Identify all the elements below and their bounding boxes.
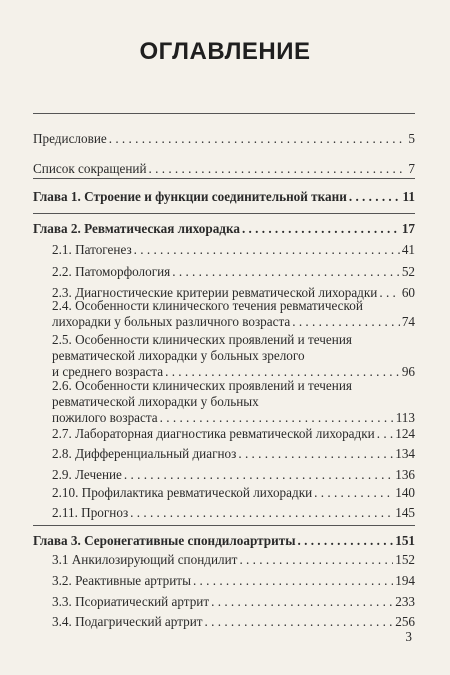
entry-title-line: 2.4. Особенности клинического течения ревматической [52, 298, 363, 313]
entry-page: 233 [395, 594, 415, 609]
toc-entry-2-6[interactable] [52, 378, 415, 426]
toc-entry-abbreviations[interactable] [33, 161, 415, 177]
entry-page: 152 [395, 552, 415, 567]
leader-dots [292, 314, 400, 330]
entry-page: 136 [395, 467, 415, 482]
entry-title: 2.8. Дифференциальный диагноз [52, 446, 237, 461]
entry-page: 134 [395, 446, 415, 461]
leader-dots [160, 410, 394, 426]
entry-title-line: 2.6. Особенности клинических проявлений и течения [52, 378, 352, 393]
leader-dots [109, 131, 407, 147]
page-number: 3 [405, 629, 412, 644]
toc-entry-2-1[interactable] [52, 242, 415, 258]
toc-entry-3-1[interactable] [52, 552, 415, 568]
entry-title: Глава 2. Ревматическая лихорадка [33, 221, 240, 236]
leader-dots [239, 552, 393, 568]
entry-title-line: ревматической лихорадки у больных [52, 394, 259, 409]
toc-entry-chapter-2[interactable] [33, 221, 415, 237]
entry-title: Глава 3. Серонегативные спондилоартриты [33, 533, 296, 548]
entry-title: 2.10. Профилактика ревматической лихорадки [52, 485, 313, 500]
leader-dots [205, 614, 394, 630]
leader-dots [211, 594, 393, 610]
entry-page: 256 [395, 614, 415, 629]
leader-dots [124, 467, 393, 483]
entry-title: Предисловие [33, 131, 107, 146]
entry-title: 2.11. Прогноз [52, 505, 129, 520]
leader-dots [130, 505, 393, 521]
entry-page: 74 [401, 314, 415, 329]
entry-title: 2.7. Лабораторная диагностика ревматической лихорадки [52, 426, 375, 441]
entry-title: 3.4. Подагрический артрит [52, 614, 203, 629]
entry-page: 145 [395, 505, 415, 520]
entry-title: 3.2. Реактивные артриты [52, 573, 191, 588]
entry-page: 151 [395, 533, 415, 548]
entry-page: 5 [408, 131, 415, 146]
entry-title-line: и среднего возраста [52, 364, 164, 379]
toc-entry-2-10[interactable] [52, 485, 415, 501]
toc-entry-chapter-1[interactable] [33, 189, 415, 205]
toc-entry-2-5[interactable] [52, 332, 415, 380]
entry-page: 52 [401, 264, 415, 279]
leader-dots [298, 533, 394, 549]
toc-entry-2-9[interactable] [52, 467, 415, 483]
toc-heading: ОГЛАВЛЕНИЕ [139, 38, 311, 65]
toc-entry-preface[interactable] [33, 131, 415, 147]
entry-title: 3.3. Псориатический артрит [52, 594, 210, 609]
rule-top [33, 113, 415, 114]
entry-title: 2.3. Диагностические критерии ревматической лихорадки [52, 285, 378, 300]
entry-title: 2.2. Патоморфология [52, 264, 171, 279]
entry-title: 3.1 Анкилозирующий спондилит [52, 552, 238, 567]
toc-entry-3-3[interactable] [52, 594, 415, 610]
leader-dots [134, 242, 400, 258]
toc-entry-2-11[interactable] [52, 505, 415, 521]
entry-title-line: лихорадки у больных различного возраста [52, 314, 291, 329]
leader-dots [242, 221, 400, 237]
entry-title-line: ревматической лихорадки у больных зрелого [52, 348, 305, 363]
entry-title: 2.9. Лечение [52, 467, 122, 482]
entry-page: 140 [395, 485, 415, 500]
toc-entry-2-2[interactable] [52, 264, 415, 280]
entry-page: 113 [395, 410, 415, 425]
entry-page: 7 [408, 161, 415, 176]
entry-page: 96 [401, 364, 415, 379]
entry-page: 194 [395, 573, 415, 588]
leader-dots [314, 485, 393, 501]
entry-title-line: пожилого возраста [52, 410, 158, 425]
toc-entry-3-4[interactable] [52, 614, 415, 630]
toc-entry-2-7[interactable] [52, 426, 415, 442]
leader-dots [349, 189, 401, 205]
entry-page: 11 [402, 189, 415, 204]
entry-page: 41 [401, 242, 415, 257]
toc-entry-2-4[interactable] [52, 298, 415, 330]
entry-page: 124 [395, 426, 415, 441]
leader-dots [377, 426, 394, 442]
entry-title-line: 2.5. Особенности клинических проявлений и течения [52, 332, 352, 347]
leader-dots [193, 573, 393, 589]
entry-page: 60 [401, 285, 415, 300]
toc-entry-2-8[interactable] [52, 446, 415, 462]
toc-entry-chapter-3[interactable] [33, 533, 415, 549]
rule-before-ch1 [33, 178, 415, 179]
entry-title: 2.1. Патогенез [52, 242, 132, 257]
entry-title: Список сокращений [33, 161, 147, 176]
entry-title: Глава 1. Строение и функции соединительной ткани [33, 189, 347, 204]
leader-dots [149, 161, 407, 177]
entry-page: 17 [401, 221, 415, 236]
toc-entry-3-2[interactable] [52, 573, 415, 589]
rule-before-ch3 [33, 525, 415, 526]
rule-before-ch2 [33, 213, 415, 214]
leader-dots [238, 446, 393, 462]
leader-dots [172, 264, 400, 280]
